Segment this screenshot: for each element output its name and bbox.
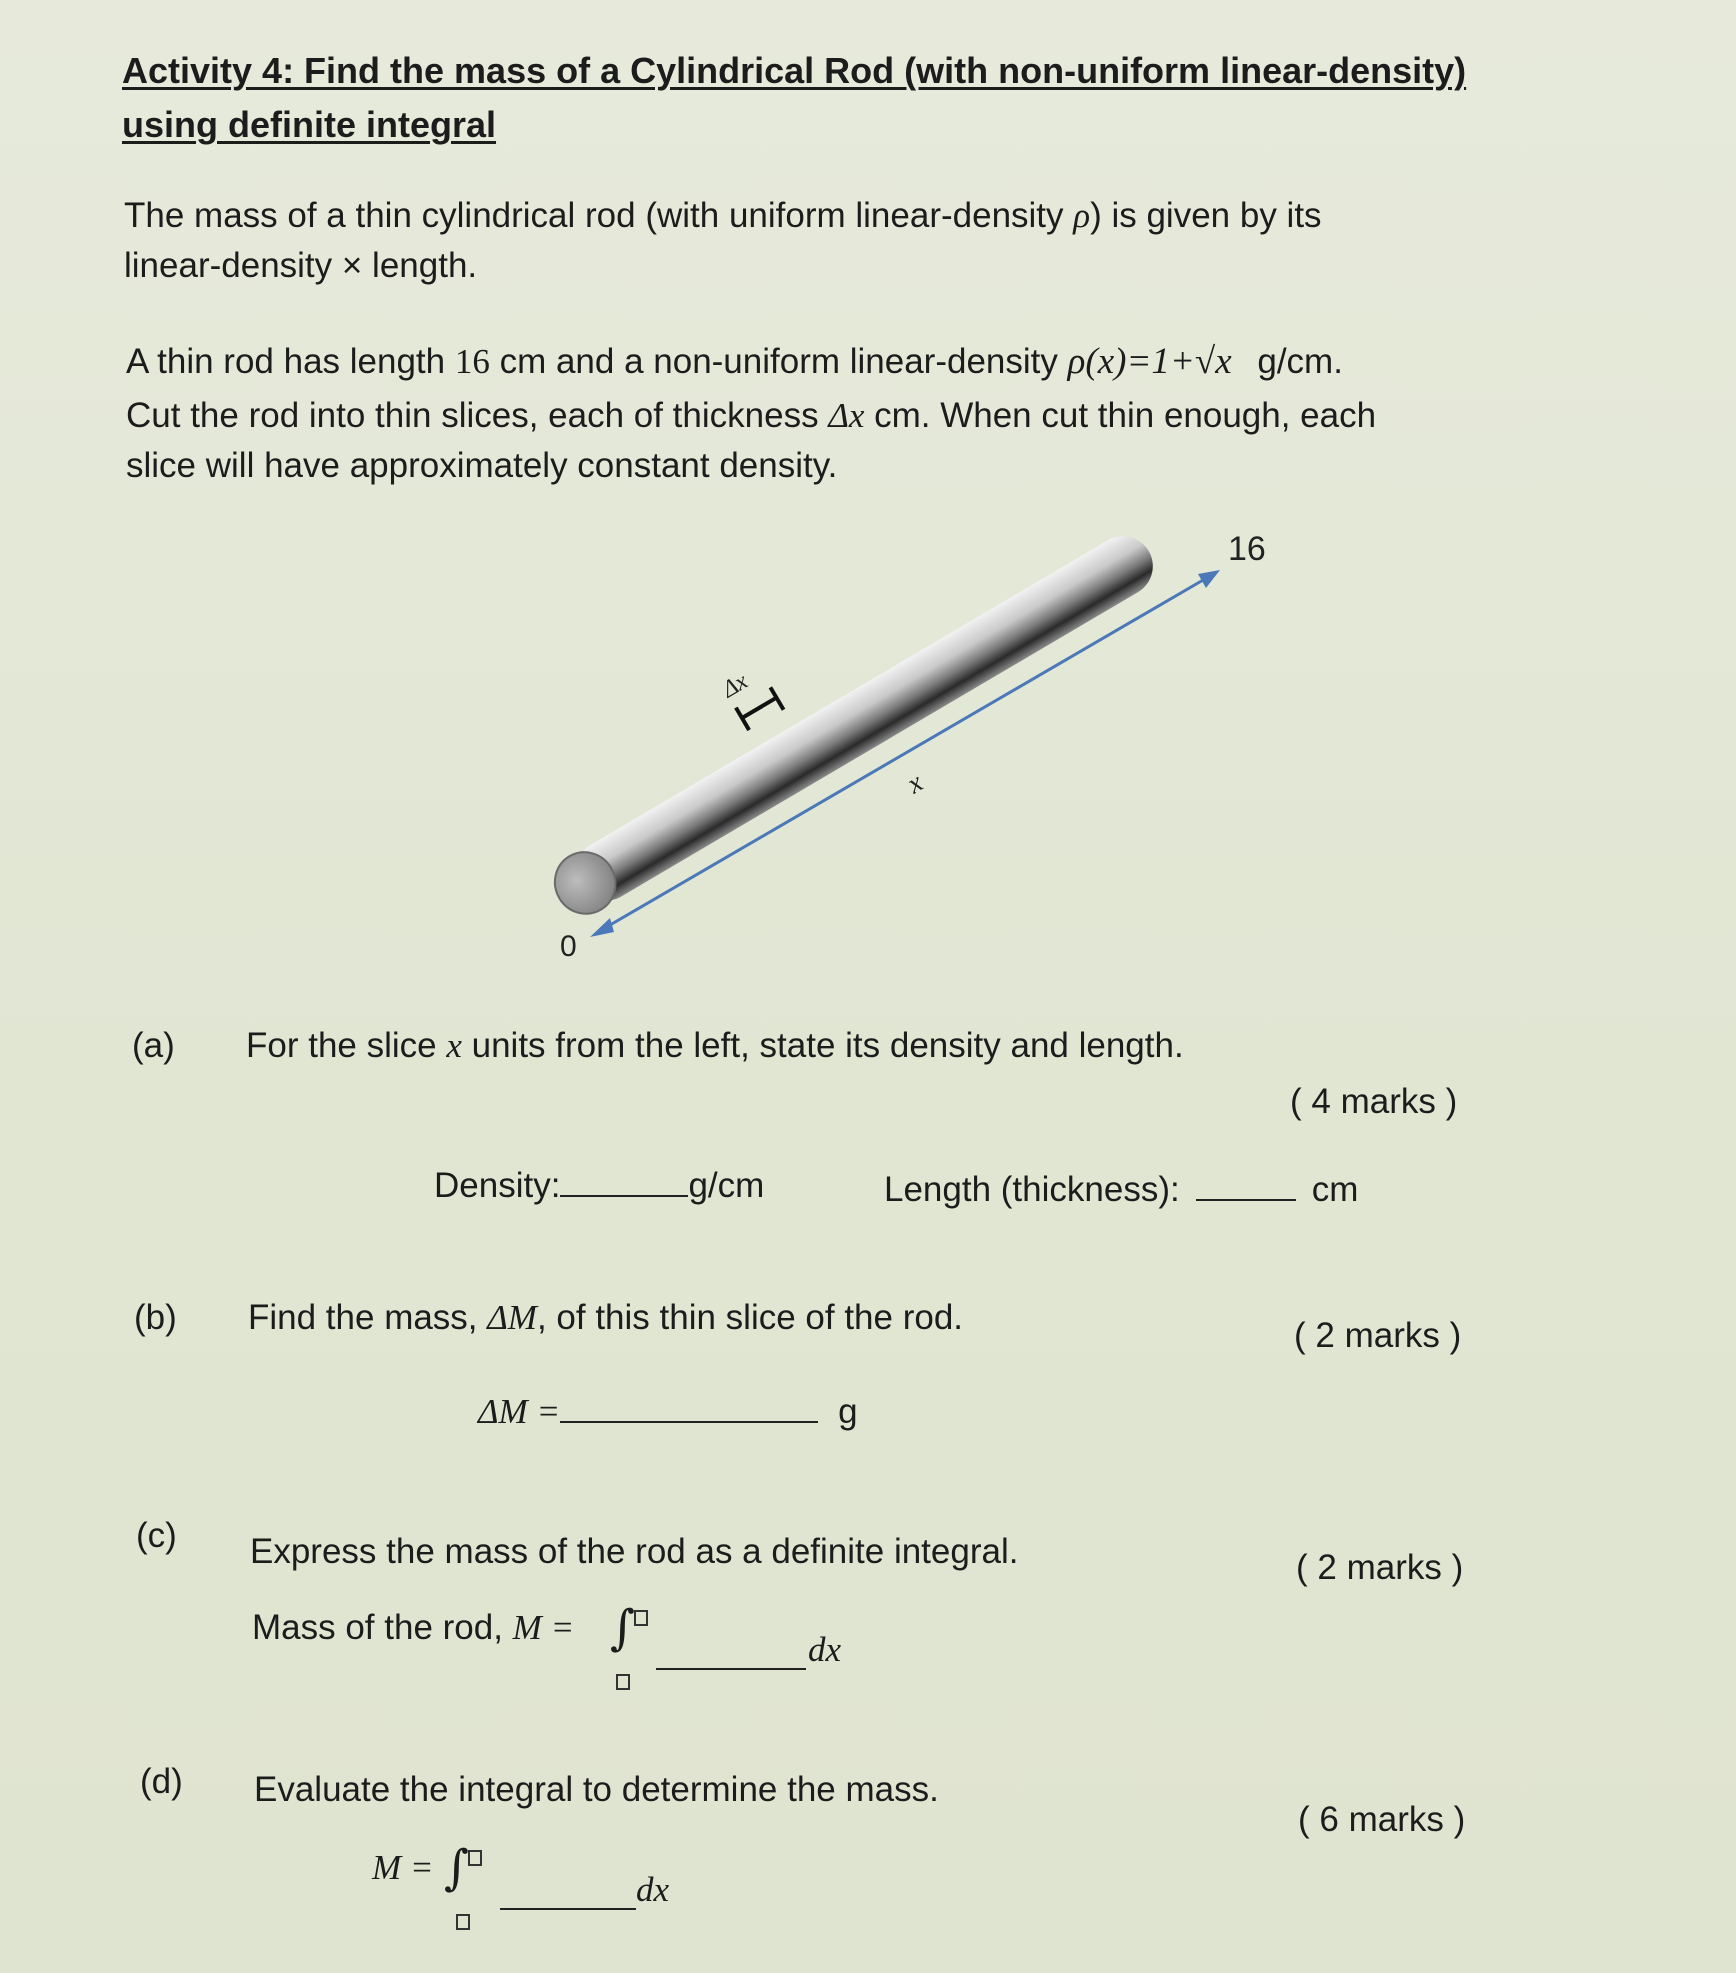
- upper-limit-box-d[interactable]: [468, 1850, 482, 1866]
- density-blank[interactable]: [560, 1195, 688, 1197]
- delta-m-unit: g: [838, 1392, 858, 1431]
- density-formula: ρ(x)=1+√x: [1067, 341, 1232, 382]
- density-label: Density:: [434, 1166, 561, 1205]
- integrand-blank-d[interactable]: [500, 1848, 636, 1910]
- part-a-label: (a): [132, 1026, 175, 1065]
- length-unit: cm: [1311, 1170, 1359, 1209]
- problem-text-e: cm. When cut thin enough, each: [864, 396, 1377, 435]
- intro-text-a: The mass of a thin cylindrical rod (with uniform linear-density: [124, 196, 1074, 235]
- part-a-text-a: For the slice: [246, 1026, 447, 1065]
- lower-limit-box-c[interactable]: [616, 1674, 630, 1690]
- length-label: Length (thickness):: [884, 1170, 1180, 1209]
- integral-sign-c: ∫: [610, 1600, 636, 1656]
- dx-c: dx: [808, 1630, 842, 1669]
- problem-line-1: [126, 340, 1343, 383]
- length-answer-row: [884, 1170, 1358, 1210]
- part-b-label: (b): [134, 1298, 177, 1337]
- part-c-question: Express the mass of the rod as a definite integral.: [250, 1532, 1019, 1571]
- problem-text-b: cm and a non-uniform linear-density: [489, 342, 1068, 381]
- rod-length-value: 16: [454, 342, 490, 381]
- density-unit: g/cm: [688, 1166, 765, 1205]
- part-b-question: [248, 1298, 963, 1338]
- intro-text-b: ) is given by its: [1090, 196, 1322, 235]
- part-b-answer-row: [478, 1392, 858, 1432]
- integral-sign-d: ∫: [444, 1840, 470, 1896]
- rho-symbol: ρ: [1073, 196, 1091, 235]
- part-c-label: (c): [136, 1516, 177, 1555]
- part-b-var: ΔM: [487, 1298, 537, 1337]
- part-a-var: x: [446, 1026, 462, 1065]
- problem-text-d: Cut the rod into thin slices, each of thickness: [126, 396, 829, 435]
- delta-x-symbol: Δx: [828, 396, 865, 435]
- part-d-lhs: M =: [372, 1848, 434, 1887]
- title-line-2: using definite integral: [122, 104, 497, 145]
- part-c-prefix: Mass of the rod,: [252, 1608, 513, 1647]
- arrow-head-start: [590, 918, 614, 937]
- delta-x-label: Δx: [717, 668, 753, 704]
- dx-d: dx: [636, 1870, 670, 1909]
- length-arrow: [590, 570, 1220, 937]
- lower-limit-box-d[interactable]: [456, 1914, 470, 1930]
- part-b-text-b: , of this thin slice of the rod.: [536, 1298, 964, 1337]
- problem-line-2: [126, 396, 1376, 436]
- part-c-lhs: M =: [512, 1608, 575, 1647]
- delta-m-blank[interactable]: [560, 1421, 818, 1423]
- problem-text-a: A thin rod has length: [126, 342, 455, 381]
- part-b-marks: ( 2 marks ): [1294, 1316, 1462, 1355]
- part-a-text-b: units from the left, state its density and length.: [461, 1026, 1184, 1065]
- part-d-question: Evaluate the integral to determine the mass.: [254, 1770, 939, 1809]
- start-label: 0: [560, 930, 577, 963]
- part-a-question: [246, 1026, 1184, 1066]
- problem-line-3: slice will have approximately constant density.: [126, 446, 838, 485]
- rod-diagram: [520, 500, 1280, 980]
- intro-line-2: linear-density × length.: [124, 246, 478, 285]
- upper-limit-box-c[interactable]: [634, 1610, 648, 1626]
- part-a-marks: ( 4 marks ): [1290, 1082, 1458, 1121]
- length-blank[interactable]: [1196, 1199, 1296, 1201]
- problem-text-c: g/cm.: [1247, 342, 1343, 381]
- end-label: 16: [1228, 530, 1266, 568]
- title-line-1: Activity 4: Find the mass of a Cylindrical Rod (with non-uniform linear-density): [122, 50, 1467, 91]
- part-c-answer-row: [252, 1600, 892, 1698]
- integrand-blank-c[interactable]: [656, 1608, 806, 1670]
- x-label: x: [901, 767, 929, 801]
- part-d-marks: ( 6 marks ): [1298, 1800, 1466, 1839]
- arrow-head-end: [1198, 570, 1220, 588]
- part-d-label: (d): [140, 1762, 183, 1801]
- delta-m-lhs: ΔM =: [478, 1392, 561, 1431]
- intro-line-1: [124, 196, 1322, 236]
- density-answer-row: [434, 1166, 764, 1206]
- part-b-text-a: Find the mass,: [248, 1298, 488, 1337]
- part-d-answer-row: [372, 1840, 712, 1938]
- part-c-marks: ( 2 marks ): [1296, 1548, 1464, 1587]
- rod: [544, 524, 1165, 925]
